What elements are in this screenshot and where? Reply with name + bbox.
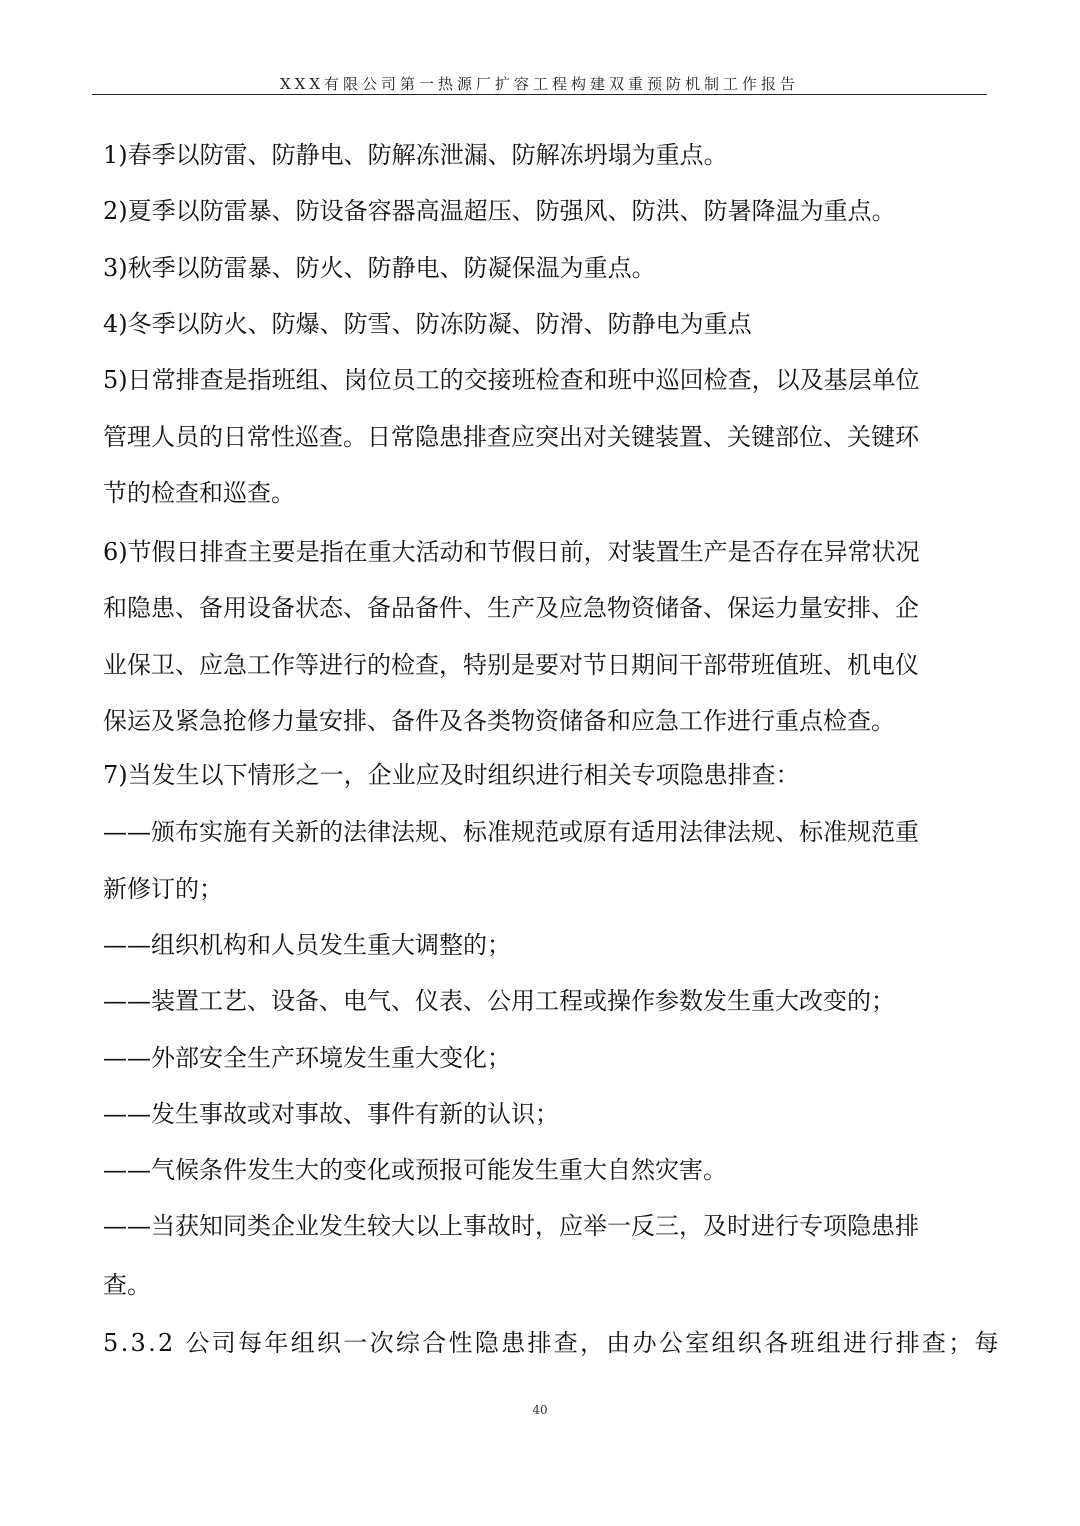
section-heading-line: 5.3.2 公司每年组织一次综合性隐患排查，由办公室组织各班组进行排查；每 [103, 1329, 1001, 1357]
paragraph-line: 4)冬季以防火、防爆、防雪、防冻防凝、防滑、防静电为重点 [103, 310, 752, 338]
paragraph-line: 3)秋季以防雷暴、防火、防静电、防凝保温为重点。 [103, 254, 656, 282]
paragraph-line: 保运及紧急抢修力量安排、备件及各类物资储备和应急工作进行重点检查。 [103, 707, 895, 735]
paragraph-line: 2)夏季以防雷暴、防设备容器高温超压、防强风、防洪、防暑降温为重点。 [103, 197, 896, 225]
paragraph-line: 7)当发生以下情形之一，企业应及时组织进行相关专项隐患排查： [103, 761, 800, 789]
paragraph-line: 管理人员的日常性巡查。日常隐患排查应突出对关键装置、关键部位、关键环 [103, 423, 919, 451]
paragraph-line: ——气候条件发生大的变化或预报可能发生重大自然灾害。 [103, 1156, 727, 1184]
paragraph-line: 5)日常排查是指班组、岗位员工的交接班检查和班中巡回检查，以及基层单位 [103, 366, 920, 394]
paragraph-line: 业保卫、应急工作等进行的检查，特别是要对节日期间干部带班值班、机电仪 [103, 651, 919, 679]
paragraph-line: 节的检查和巡查。 [103, 479, 295, 507]
paragraph-line: ——颁布实施有关新的法律法规、标准规范或原有适用法律法规、标准规范重 [103, 818, 919, 846]
running-header-title: XXX有限公司第一热源厂扩容工程构建双重预防机制工作报告 [279, 75, 800, 93]
paragraph-line: ——外部安全生产环境发生重大变化； [103, 1044, 511, 1072]
paragraph-line: 1)春季以防雷、防静电、防解冻泄漏、防解冻坍塌为重点。 [103, 141, 728, 169]
paragraph-line: 6)节假日排查主要是指在重大活动和节假日前，对装置生产是否存在异常状况 [103, 538, 920, 566]
paragraph-line: 新修订的； [103, 875, 223, 903]
paragraph-line: ——当获知同类企业发生较大以上事故时，应举一反三，及时进行专项隐患排 [103, 1212, 919, 1240]
paragraph-line: ——发生事故或对事故、事件有新的认识； [103, 1100, 559, 1128]
paragraph-line: ——装置工艺、设备、电气、仪表、公用工程或操作参数发生重大改变的； [103, 987, 895, 1015]
paragraph-line: 和隐患、备用设备状态、备品备件、生产及应急物资储备、保运力量安排、企 [103, 594, 919, 622]
page-number: 40 [532, 1403, 548, 1417]
paragraph-line: 查。 [103, 1271, 151, 1299]
paragraph-line: ——组织机构和人员发生重大调整的； [103, 931, 511, 959]
running-header [92, 74, 987, 95]
